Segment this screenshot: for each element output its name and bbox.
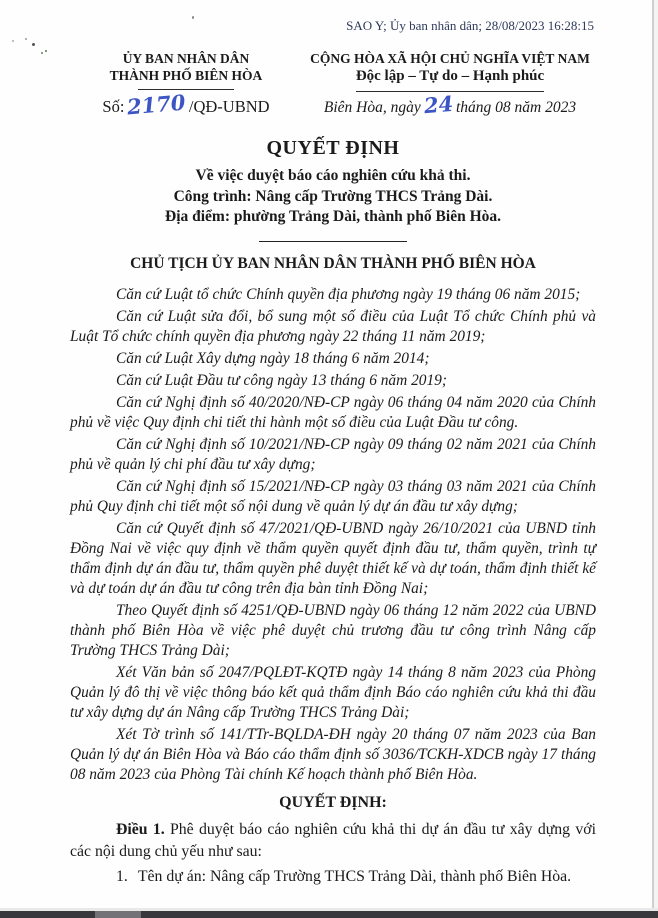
recitals-section — [70, 285, 596, 785]
document-subtitle-block — [70, 166, 596, 228]
recital-paragraph: Căn cứ Nghị định số 15/2021/NĐ-CP ngày 03 tháng 03 năm 2021 của Chính phủ Quy định chi tiết một số nội dung về quản lý dự án đầu tư xây dựng; — [70, 477, 596, 515]
separator-line — [138, 89, 234, 90]
recital-paragraph: Căn cứ Luật Đầu tư công ngày 13 tháng 6 năm 2019; — [116, 371, 447, 389]
item-text: Tên dự án: Nâng cấp Trường THCS Trảng Dài, thành phố Biên Hòa. — [137, 867, 572, 885]
recital-paragraph: Căn cứ Quyết định số 47/2021/QĐ-UBND ngày 26/10/2021 của UBND tỉnh Đồng Nai về việc quy định về thẩm quyền quyết định đầu tư, thẩm quyền, trình tự thẩm định dự án đầu tư, thẩm quyền phê duyệt thiết kế và dự toán, thẩm định thiết kế và dự toán dự án đầu tư công trên địa bàn tỉnh Đồng Nai; — [70, 519, 596, 597]
date-prefix: Biên Hòa, ngày — [323, 99, 421, 116]
place-date-line — [304, 90, 596, 119]
document-header — [70, 50, 596, 120]
article-1-label: Điều 1. — [116, 820, 165, 838]
date-suffix: tháng 08 năm 2023 — [455, 99, 577, 116]
issuing-authority-line1: ỦY BAN NHÂN DÂN — [122, 51, 250, 66]
national-motto: Độc lập – Tự do – Hạnh phúc — [355, 68, 545, 84]
scan-edge-bar-light-segment — [95, 911, 141, 918]
recital-paragraph: Xét Văn bản số 2047/PQLĐT-KQTĐ ngày 14 tháng 8 năm 2023 của Phòng Quản lý đô thị về việc thông báo kết quả thẩm định Báo cáo nghiên cứu khả thi đầu tư xây dựng dự án Nâng cấp Trường THCS Trảng Dài; — [70, 663, 596, 721]
article-1-text: Phê duyệt báo cáo nghiên cứu khả thi dự án đầu tư xây dựng với các nội dung chủ yếu như sau: — [70, 820, 596, 860]
recital-paragraph: Căn cứ Luật sửa đổi, bổ sung một số điều của Luật Tổ chức Chính phủ và Luật Tổ chức chính quyền địa phương ngày 22 tháng 11 năm 2019; — [70, 307, 596, 345]
document-title: QUYẾT ĐỊNH — [266, 137, 400, 159]
handwritten-day: 24 — [422, 90, 454, 119]
signing-authority-heading: CHỦ TỊCH ỦY BAN NHÂN DÂN THÀNH PHỐ BIÊN HÒA — [130, 254, 536, 272]
subtitle-location: Địa điểm: phường Trảng Dài, thành phố Biên Hòa. — [165, 208, 501, 225]
issuing-authority-line2: THÀNH PHỐ BIÊN HÒA — [109, 68, 263, 83]
decision-heading: QUYẾT ĐỊNH: — [279, 793, 387, 811]
document-number-label: Số: — [102, 97, 125, 116]
document-number-suffix: /QĐ-UBND — [188, 97, 270, 116]
scan-right-margin — [654, 0, 658, 918]
copy-certification-stamp: SAO Y; Ủy ban nhân dân; 28/08/2023 16:28:15 — [346, 18, 594, 33]
subtitle-project: Công trình: Nâng cấp Trường THCS Trảng Dài. — [173, 187, 493, 205]
scan-speck — [41, 52, 43, 54]
recital-paragraph: Căn cứ Nghị định số 40/2020/NĐ-CP ngày 06 tháng 04 năm 2020 của Chính phủ về việc Quy định chi tiết thi hành một số điều của Luật Đầu tư công. — [70, 393, 596, 431]
recital-paragraph: Căn cứ Luật tổ chức Chính quyền địa phương ngày 19 tháng 06 năm 2015; — [116, 285, 581, 303]
scan-speck — [45, 50, 47, 52]
national-title: CỘNG HÒA XÃ HỘI CHỦ NGHĨA VIỆT NAM — [310, 51, 590, 66]
separator-line — [259, 241, 407, 242]
item-number: 1. — [116, 867, 128, 885]
issuing-authority-block — [70, 50, 302, 120]
subtitle-subject: Về việc duyệt báo cáo nghiên cứu khả thi. — [195, 167, 471, 184]
recital-paragraph: Căn cứ Luật Xây dựng ngày 18 tháng 6 năm 2014; — [116, 349, 430, 367]
article-1-item — [116, 868, 596, 886]
scan-speck — [12, 40, 14, 42]
recital-paragraph: Xét Tờ trình số 141/TTr-BQLDA-ĐH ngày 20 tháng 07 năm 2023 của Ban Quản lý dự án Biên Hòa và Báo cáo thẩm định số 3036/TCKH-XDCB ngày 17 tháng 08 năm 2023 của Phòng Tài chính Kế hoạch thành phố Biên Hòa. — [70, 725, 596, 783]
recital-paragraph: Căn cứ Nghị định số 10/2021/NĐ-CP ngày 09 tháng 02 năm 2021 của Chính phủ về quản lý chi phí đầu tư xây dựng; — [70, 435, 596, 473]
scan-page-edge-line — [652, 0, 654, 918]
scan-speck — [25, 38, 27, 40]
handwritten-document-number: 2170 — [126, 89, 187, 120]
recital-paragraph: Theo Quyết định số 4251/QĐ-UBND ngày 06 tháng 12 năm 2022 của UBND thành phố Biên Hòa về việc phê duyệt chủ trương đầu tư công trình Nâng cấp Trường THCS Trảng Dài; — [70, 601, 596, 659]
article-1-paragraph — [70, 819, 596, 863]
scan-speck — [192, 16, 194, 19]
scan-speck — [32, 43, 35, 46]
document-number-line — [70, 89, 302, 120]
national-motto-block — [304, 50, 596, 117]
